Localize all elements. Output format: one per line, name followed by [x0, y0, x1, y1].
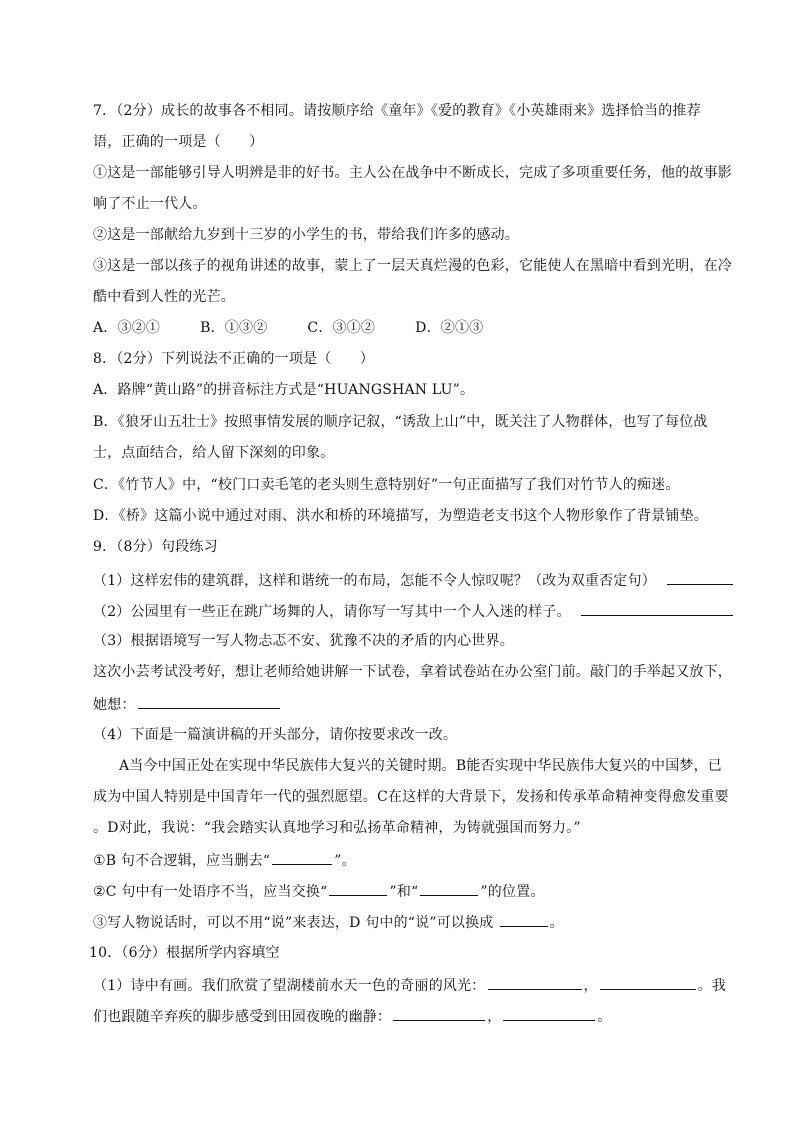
- q10-blank-3[interactable]: [393, 1005, 485, 1021]
- q9-part3-context-line1: 这次小芸考试没考好，想让老师给她讲解一下试卷，拿着试卷站在办公室门前。敲门的手举起又放下，: [93, 664, 732, 680]
- q9-part2-answer-blank[interactable]: [581, 600, 733, 616]
- q7-item3-line1: ③这是一部以孩子的视角讲述的故事，蒙上了一层天真烂漫的色彩，它能使人在黑暗中看到光明，在冷: [93, 258, 732, 274]
- q9-sub1-text: ①B 句不合逻辑，应当删去“: [93, 853, 271, 869]
- q7-item2: ②这是一部献给九岁到十三岁的小学生的书，带给我们许多的感动。: [93, 227, 519, 243]
- q10-comma-1: ，: [583, 978, 598, 994]
- q9-part3: （3）根据语境写一写人物忐忑不安、犹豫不决的矛盾的内心世界。: [93, 633, 514, 649]
- q7-stem-line2: 语，正确的一项是（ ）: [93, 134, 264, 150]
- q9-part2: [93, 600, 735, 622]
- q10-blank-4[interactable]: [503, 1005, 595, 1021]
- q10-stem: 10．（6分）根据所学内容填空: [89, 945, 280, 961]
- q10-part1-end: 。我: [697, 978, 727, 994]
- q9-sub1-end: ”。: [334, 853, 356, 869]
- q9-sub3: [93, 911, 564, 933]
- q10-part1-line1: [93, 974, 726, 996]
- q9-part1: [93, 569, 735, 591]
- q9-part4-text-line3: 。D对此，我说：“我会踏实认真地学习和弘扬革命精神，为铸就强国而努力。”: [93, 820, 581, 836]
- q10-blank-2[interactable]: [600, 974, 696, 990]
- q10-part1-text-2: 们也跟随辛弃疾的脚步感受到田园夜晚的幽静：: [93, 1009, 392, 1025]
- q7-option-a[interactable]: A．③②①: [93, 320, 161, 336]
- q9-part4-text-line1: A当今中国正处在实现中华民族伟大复兴的关键时期。B能否实现中华民族伟大复兴的中国梦，已: [119, 758, 722, 774]
- q8-option-c[interactable]: C．《竹节人》中，“校门口卖毛笔的老头则生意特别好”一句正面描写了我们对竹节人的痴迷。: [93, 477, 680, 493]
- q7-item3-line2: 酷中看到人性的光芒。: [93, 289, 235, 305]
- q9-sub3-text: ③写人物说话时，可以不用“说”来表达，D 句中的“说”可以换成: [93, 915, 494, 931]
- q8-option-b-line2: 士，点面结合，给人留下深刻的印象。: [93, 445, 335, 461]
- q9-part3-answer-blank[interactable]: [138, 693, 280, 709]
- q9-part4-text-line2: 成为中国人特别是中国青年一代的强烈愿望。C在这样的大背景下，发扬和传承革命精神变得愈发重要: [93, 789, 729, 805]
- q7-option-d[interactable]: D．②①③: [415, 320, 484, 336]
- q8-option-d[interactable]: D．《桥》这篇小说中通过对雨、洪水和桥的环境描写，为塑造老支书这个人物形象作了背景铺垫。: [93, 508, 709, 524]
- q8-stem: 8．（2分）下列说法不正确的一项是（ ）: [93, 351, 375, 367]
- q9-part4: （4）下面是一篇演讲稿的开头部分，请你按要求改一改。: [93, 727, 458, 743]
- q10-blank-1[interactable]: [488, 974, 582, 990]
- q8-option-b-line1[interactable]: B．《狼牙山五壮士》按照事情发展的顺序记叙，“诱敌上山”中，既关注了人物群体，也写了每位战: [93, 414, 708, 430]
- q9-part3-prompt: 她想：: [93, 697, 136, 713]
- q9-sub2-blank-2[interactable]: [420, 880, 478, 896]
- q9-sub2-text: ②C 句中有一处语序不当，应当交换“: [93, 884, 328, 900]
- q9-sub3-end: 。: [549, 915, 564, 931]
- q9-part3-context-line2: [93, 693, 282, 715]
- q9-part2-text: （2）公园里有一些正在跳广场舞的人，请你写一写其中一个人入迷的样子。: [93, 604, 571, 620]
- q7-options: [93, 318, 483, 338]
- q10-part1-text: （1）诗中有画。我们欣赏了望湖楼前水天一色的奇丽的风光：: [93, 978, 486, 994]
- q7-option-c[interactable]: C．③①②: [307, 320, 376, 336]
- q9-sub1-blank[interactable]: [272, 849, 332, 865]
- q9-sub2-blank-1[interactable]: [329, 880, 387, 896]
- q9-stem: 9．（8分）句段练习: [93, 539, 218, 555]
- q9-sub2-mid: ”和“: [389, 884, 419, 900]
- q10-comma-2: ，: [487, 1009, 502, 1025]
- q9-part1-answer-blank[interactable]: [667, 569, 733, 585]
- q9-sub2: [93, 880, 545, 902]
- q10-period: 。: [597, 1009, 612, 1025]
- q7-stem-line1: 7．（2分）成长的故事各不相同。请按顺序给《童年》《爱的教育》《小英雄雨来》选择恰当的推荐: [93, 103, 701, 119]
- q9-sub3-blank[interactable]: [500, 911, 548, 927]
- q10-part1-line2: [93, 1005, 612, 1027]
- q9-sub2-end: ”的位置。: [480, 884, 545, 900]
- q7-item1-line2: 响了不止一代人。: [93, 196, 207, 212]
- q8-option-a[interactable]: A．路牌“黄山路”的拼音标注方式是“HUANGSHAN LU”。: [93, 382, 475, 398]
- q7-item1-line1: ①这是一部能够引导人明辨是非的好书。主人公在战争中不断成长，完成了多项重要任务，他的故事影: [93, 165, 732, 181]
- q7-option-b[interactable]: B．①③②: [200, 320, 268, 336]
- q9-sub1: [93, 849, 356, 871]
- q9-part1-text: （1）这样宏伟的建筑群，这样和谐统一的布局，怎能不令人惊叹呢？（改为双重否定句）: [93, 573, 656, 589]
